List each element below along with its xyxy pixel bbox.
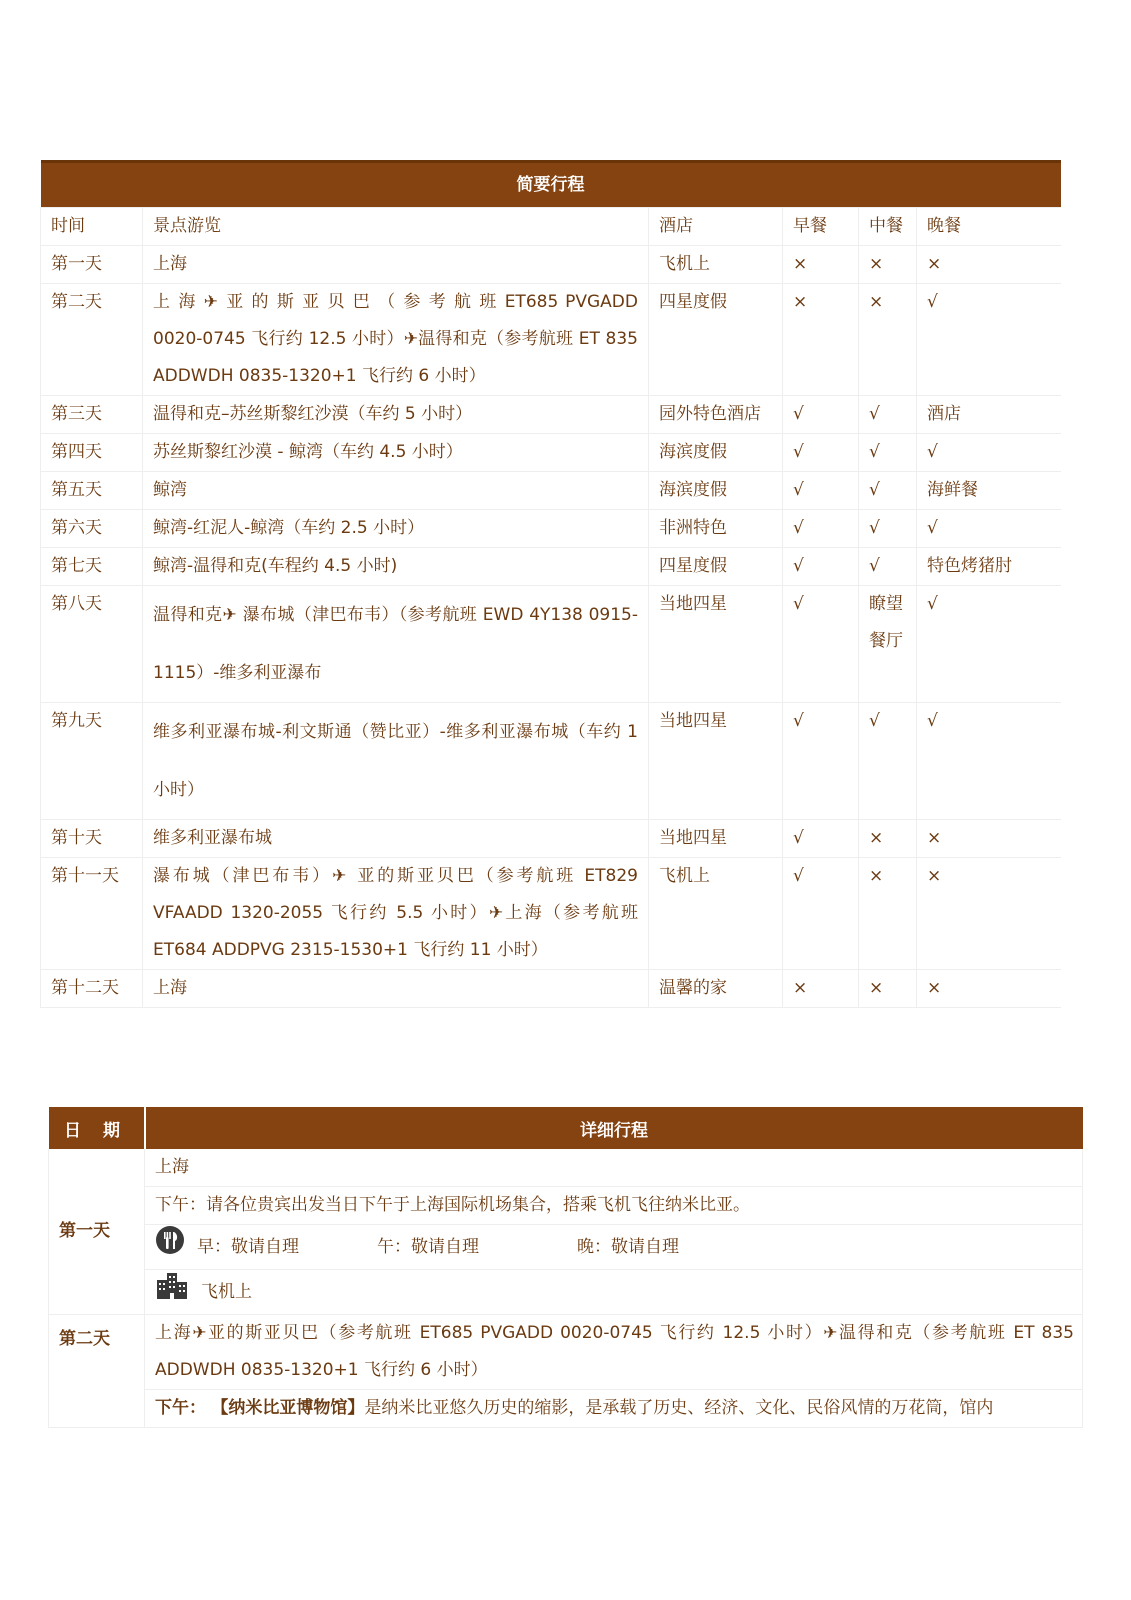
summary-cell-day-label: 第四天 <box>41 434 143 472</box>
summary-cell-hotel: 园外特色酒店 <box>649 396 783 434</box>
detail-header-day: 日 期 <box>49 1107 145 1149</box>
summary-cell-hotel: 非洲特色 <box>649 510 783 548</box>
summary-cell-sights: 温得和克✈ 瀑布城（津巴布韦）（参考航班 EWD 4Y138 0915-1115）-维多利亚瀑布 <box>143 586 649 703</box>
detail-day2-afternoon <box>145 1390 1083 1428</box>
summary-column-headers <box>41 208 1061 246</box>
summary-cell-dinner: √ <box>917 284 1061 396</box>
summary-cell-day-label: 第十二天 <box>41 970 143 1008</box>
meal-lunch: 午：敬请自理 <box>377 1237 479 1257</box>
summary-cell-lunch: × <box>859 246 917 284</box>
summary-cell-dinner: 海鲜餐 <box>917 472 1061 510</box>
summary-row <box>41 510 1061 548</box>
detail-day2-afternoon-row <box>49 1390 1083 1428</box>
detail-day1-city: 上海 <box>145 1149 1083 1187</box>
summary-cell-lunch: √ <box>859 703 917 820</box>
summary-title: 简要行程 <box>41 162 1061 208</box>
summary-cell-dinner: √ <box>917 434 1061 472</box>
summary-cell-sights: 鲸湾 <box>143 472 649 510</box>
summary-cell-day-label: 第八天 <box>41 586 143 703</box>
summary-cell-dinner: × <box>917 970 1061 1008</box>
summary-cell-breakfast: × <box>783 970 859 1008</box>
summary-itinerary-table <box>40 160 1061 1008</box>
summary-cell-breakfast: √ <box>783 858 859 970</box>
summary-row <box>41 820 1061 858</box>
detail-day1-hotel-cell <box>145 1270 1083 1315</box>
summary-cell-hotel: 海滨度假 <box>649 434 783 472</box>
detail-day1-afternoon-row <box>49 1187 1083 1225</box>
summary-cell-breakfast: √ <box>783 434 859 472</box>
summary-cell-sights: 温得和克–苏丝斯黎红沙漠（车约 5 小时） <box>143 396 649 434</box>
summary-cell-sights: 上 海 ✈ 亚 的 斯 亚 贝 巴 （ 参 考 航 班 ET685 PVGADD 0020-0745 飞行约 12.5 小时）✈温得和克（参考航班 ET 835 ADDWDH 0835-1320+1 飞行约 6 小时） <box>143 284 649 396</box>
summary-cell-breakfast: √ <box>783 548 859 586</box>
summary-cell-lunch: 瞭望餐厅 <box>859 586 917 703</box>
summary-cell-day-label: 第九天 <box>41 703 143 820</box>
summary-cell-lunch: √ <box>859 472 917 510</box>
summary-row <box>41 970 1061 1008</box>
meal-dinner: 晚：敬请自理 <box>577 1237 679 1257</box>
detail-day1-meals <box>145 1225 1083 1270</box>
summary-cell-sights: 上海 <box>143 246 649 284</box>
detail-day1-hotel: 飞机上 <box>201 1282 252 1302</box>
summary-cell-sights: 上海 <box>143 970 649 1008</box>
summary-cell-hotel: 四星度假 <box>649 284 783 396</box>
summary-cell-hotel: 飞机上 <box>649 246 783 284</box>
dining-icon <box>155 1225 185 1269</box>
column-header-sights: 景点游览 <box>143 208 649 246</box>
summary-cell-lunch: √ <box>859 396 917 434</box>
summary-cell-breakfast: √ <box>783 703 859 820</box>
summary-cell-day-label: 第一天 <box>41 246 143 284</box>
summary-cell-breakfast: × <box>783 246 859 284</box>
summary-cell-day-label: 第十一天 <box>41 858 143 970</box>
column-header-dinner: 晚餐 <box>917 208 1061 246</box>
summary-cell-dinner: × <box>917 820 1061 858</box>
summary-cell-breakfast: √ <box>783 472 859 510</box>
summary-cell-lunch: √ <box>859 548 917 586</box>
summary-cell-sights: 苏丝斯黎红沙漠 - 鲸湾（车约 4.5 小时） <box>143 434 649 472</box>
summary-cell-dinner: √ <box>917 703 1061 820</box>
column-header-breakfast: 早餐 <box>783 208 859 246</box>
summary-row <box>41 284 1061 396</box>
museum-name: 【纳米比亚博物馆】 <box>211 1398 365 1418</box>
detail-day-label: 第一天 <box>49 1149 145 1315</box>
summary-cell-breakfast: × <box>783 284 859 396</box>
summary-cell-lunch: × <box>859 970 917 1008</box>
summary-cell-dinner: √ <box>917 586 1061 703</box>
summary-cell-hotel: 海滨度假 <box>649 472 783 510</box>
summary-cell-dinner: 特色烤猪肘 <box>917 548 1061 586</box>
afternoon-label: 下午： <box>155 1398 206 1418</box>
summary-cell-day-label: 第二天 <box>41 284 143 396</box>
summary-rows <box>41 246 1061 1008</box>
summary-cell-hotel: 四星度假 <box>649 548 783 586</box>
summary-cell-lunch: √ <box>859 510 917 548</box>
detail-header-itinerary: 详细行程 <box>145 1107 1083 1149</box>
summary-cell-dinner: √ <box>917 510 1061 548</box>
summary-row <box>41 703 1061 820</box>
summary-cell-sights: 维多利亚瀑布城 <box>143 820 649 858</box>
museum-description: 是纳米比亚悠久历史的缩影，是承载了历史、经济、文化、民俗风情的万花筒，馆内 <box>364 1398 994 1418</box>
summary-cell-breakfast: √ <box>783 586 859 703</box>
summary-cell-hotel: 温馨的家 <box>649 970 783 1008</box>
meal-breakfast: 早：敬请自理 <box>197 1237 299 1257</box>
detail-day1-city-row <box>49 1149 1083 1187</box>
detail-itinerary-table <box>48 1107 1083 1428</box>
hotel-icon <box>155 1270 189 1314</box>
detail-day1-meal-row <box>49 1225 1083 1270</box>
detail-day1-afternoon: 下午：请各位贵宾出发当日下午于上海国际机场集合，搭乘飞机飞往纳米比亚。 <box>145 1187 1083 1225</box>
summary-row <box>41 586 1061 703</box>
summary-cell-sights: 鲸湾-红泥人-鲸湾（车约 2.5 小时） <box>143 510 649 548</box>
summary-cell-dinner: × <box>917 246 1061 284</box>
column-header-time: 时间 <box>41 208 143 246</box>
summary-cell-day-label: 第三天 <box>41 396 143 434</box>
summary-cell-lunch: × <box>859 284 917 396</box>
summary-cell-lunch: × <box>859 858 917 970</box>
summary-cell-day-label: 第七天 <box>41 548 143 586</box>
summary-cell-day-label: 第五天 <box>41 472 143 510</box>
detail-day-label: 第二天 <box>49 1315 145 1428</box>
summary-row <box>41 396 1061 434</box>
summary-cell-day-label: 第十天 <box>41 820 143 858</box>
summary-cell-breakfast: √ <box>783 510 859 548</box>
detail-day2-route: 上海✈亚的斯亚贝巴（参考航班 ET685 PVGADD 0020-0745 飞行约 12.5 小时）✈温得和克（参考航班 ET 835 ADDWDH 0835-1320+1 飞行约 6 小时） <box>145 1315 1083 1390</box>
summary-cell-hotel: 飞机上 <box>649 858 783 970</box>
summary-cell-lunch: √ <box>859 434 917 472</box>
summary-cell-lunch: × <box>859 820 917 858</box>
column-header-hotel: 酒店 <box>649 208 783 246</box>
summary-row <box>41 548 1061 586</box>
summary-cell-hotel: 当地四星 <box>649 703 783 820</box>
column-header-lunch: 中餐 <box>859 208 917 246</box>
summary-row <box>41 246 1061 284</box>
summary-cell-hotel: 当地四星 <box>649 586 783 703</box>
summary-cell-dinner: × <box>917 858 1061 970</box>
detail-day2-route-row <box>49 1315 1083 1390</box>
summary-row <box>41 472 1061 510</box>
summary-row <box>41 434 1061 472</box>
summary-row <box>41 858 1061 970</box>
summary-cell-dinner: 酒店 <box>917 396 1061 434</box>
summary-cell-sights: 维多利亚瀑布城-利文斯通（赞比亚）-维多利亚瀑布城（车约 1 小时） <box>143 703 649 820</box>
summary-cell-day-label: 第六天 <box>41 510 143 548</box>
summary-cell-breakfast: √ <box>783 396 859 434</box>
summary-cell-sights: 鲸湾-温得和克(车程约 4.5 小时) <box>143 548 649 586</box>
detail-day1-hotel-row <box>49 1270 1083 1315</box>
summary-cell-sights: 瀑布城（津巴布韦）✈ 亚的斯亚贝巴（参考航班 ET829 VFAADD 1320-2055 飞行约 5.5 小时）✈上海（参考航班 ET684 ADDPVG 2315-1530+1 飞行约 11 小时） <box>143 858 649 970</box>
summary-cell-hotel: 当地四星 <box>649 820 783 858</box>
summary-cell-breakfast: √ <box>783 820 859 858</box>
